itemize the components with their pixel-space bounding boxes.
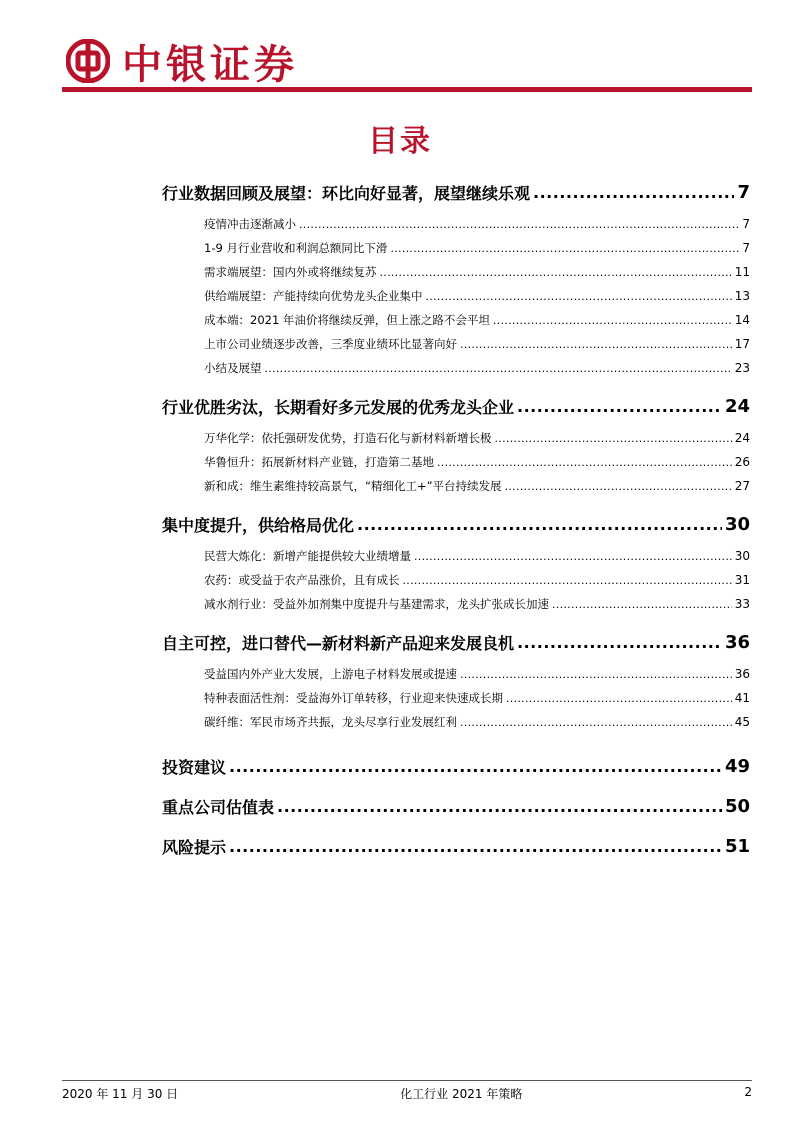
boc-logo-icon [66,39,110,83]
toc-item-title: 受益国内外产业大发展，上游电子材料发展或提速 [204,667,457,681]
toc-item-title: 农药：或受益于农产品涨价，且有成长 [204,573,400,587]
page-title: 目录 [368,124,432,159]
toc-item-title: 1-9 月行业营收和利润总额同比下滑 [204,241,388,255]
toc-leader [517,397,722,416]
toc-leader [299,218,739,231]
toc-page-number: 49 [724,755,750,777]
toc-leader [493,314,732,327]
toc-page-number: 24 [734,431,750,445]
footer-rule [62,1080,752,1081]
toc-item-title: 民营大炼化：新增产能提供较大业绩增量 [204,549,411,563]
toc-leader [495,432,732,445]
toc-page-number: 14 [734,313,750,327]
toc-page-number: 26 [734,455,750,469]
toc-item[interactable] [204,544,750,568]
toc-item[interactable] [204,710,750,734]
toc-section[interactable] [162,622,750,662]
toc-item-title: 成本端：2021 年油价将继续反弹，但上涨之路不会平坦 [204,313,490,327]
toc-item[interactable] [204,308,750,332]
toc-leader [517,633,722,652]
toc-page-number: 24 [724,395,750,417]
toc-leader [506,692,732,705]
toc-page-number: 36 [734,667,750,681]
toc-page-number: 41 [734,691,750,705]
toc-section[interactable] [162,504,750,544]
header-rule [62,87,752,92]
toc-item-title: 万华化学：依托强研发优势，打造石化与新材料新增长极 [204,431,492,445]
toc-item[interactable] [204,474,750,498]
footer-document-title: 化工行业 2021 年策略 [400,1087,523,1101]
toc-item[interactable] [204,356,750,380]
toc-page-number: 30 [724,513,750,535]
footer-date: 2020 年 11 月 30 日 [62,1087,179,1101]
toc-page-number: 7 [742,241,750,255]
toc-item-title: 碳纤维：军民市场齐共振，龙头尽享行业发展红利 [204,715,457,729]
toc-section[interactable] [162,386,750,426]
toc-page-number: 17 [734,337,750,351]
toc-page-number: 33 [734,597,750,611]
toc-item[interactable] [204,592,750,616]
toc-leader [357,515,722,534]
toc-page-number: 13 [734,289,750,303]
toc-item[interactable] [204,662,750,686]
toc-leader [460,716,732,729]
toc-item-title: 华鲁恒升：拓展新材料产业链，打造第二基地 [204,455,434,469]
toc-leader [552,598,732,611]
toc-leader [505,480,732,493]
toc-item-title: 减水剂行业：受益外加剂集中度提升与基建需求，龙头扩张成长加速 [204,597,549,611]
toc-page-number: 11 [734,265,750,279]
toc-page-number: 30 [734,549,750,563]
toc-item[interactable] [204,212,750,236]
toc-section[interactable] [162,826,750,866]
toc-section-title: 集中度提升，供给格局优化 [162,515,355,535]
toc-section-title: 行业数据回顾及展望：环比向好显著，展望继续乐观 [162,183,531,203]
toc-leader [460,668,732,681]
footer [62,1085,752,1102]
toc-leader [229,757,722,776]
toc-leader [460,338,732,351]
toc-page-number: 51 [724,835,750,857]
toc-leader [380,266,732,279]
toc-section[interactable] [162,746,750,786]
toc-item-title: 疫情冲击逐渐减小 [204,217,296,231]
toc-leader [390,242,739,255]
toc-leader [414,550,732,563]
toc-item-title: 特种表面活性剂：受益海外订单转移，行业迎来快速成长期 [204,691,503,705]
table-of-contents [162,172,750,866]
toc-item-title: 供给端展望：产能持续向优势龙头企业集中 [204,289,423,303]
header [66,36,298,86]
toc-page-number: 27 [734,479,750,493]
toc-page-number: 7 [742,217,750,231]
toc-item-title: 新和成：维生素维持较高景气，“精细化工+”平台持续发展 [204,479,502,493]
toc-section[interactable] [162,786,750,826]
toc-item[interactable] [204,686,750,710]
toc-leader [229,837,722,856]
toc-page-number: 23 [734,361,750,375]
toc-section-title: 投资建议 [162,757,227,777]
toc-leader [437,456,732,469]
brand-name: 中银证券 [122,40,298,88]
toc-section-title: 重点公司估值表 [162,797,275,817]
toc-item[interactable] [204,332,750,356]
toc-item-title: 小结及展望 [204,361,262,375]
toc-page-number: 45 [734,715,750,729]
toc-page-number: 36 [724,631,750,653]
toc-page-number: 50 [724,795,750,817]
toc-item-title: 上市公司业绩逐步改善，三季度业绩环比显著向好 [204,337,457,351]
toc-item[interactable] [204,260,750,284]
toc-item[interactable] [204,450,750,474]
toc-section-title: 风险提示 [162,837,227,857]
toc-item-title: 需求端展望：国内外或将继续复苏 [204,265,377,279]
toc-leader [533,183,734,202]
toc-item[interactable] [204,426,750,450]
toc-item[interactable] [204,568,750,592]
footer-page-number: 2 [744,1085,752,1099]
toc-leader [265,362,732,375]
toc-leader [426,290,732,303]
toc-section-title: 自主可控，进口替代—新材料新产品迎来发展良机 [162,633,515,653]
toc-page-number: 7 [737,181,750,203]
toc-item[interactable] [204,284,750,308]
toc-item[interactable] [204,236,750,260]
toc-section-title: 行业优胜劣汰，长期看好多元发展的优秀龙头企业 [162,397,515,417]
toc-leader [277,797,722,816]
toc-leader [403,574,732,587]
toc-section[interactable] [162,172,750,212]
toc-page-number: 31 [734,573,750,587]
